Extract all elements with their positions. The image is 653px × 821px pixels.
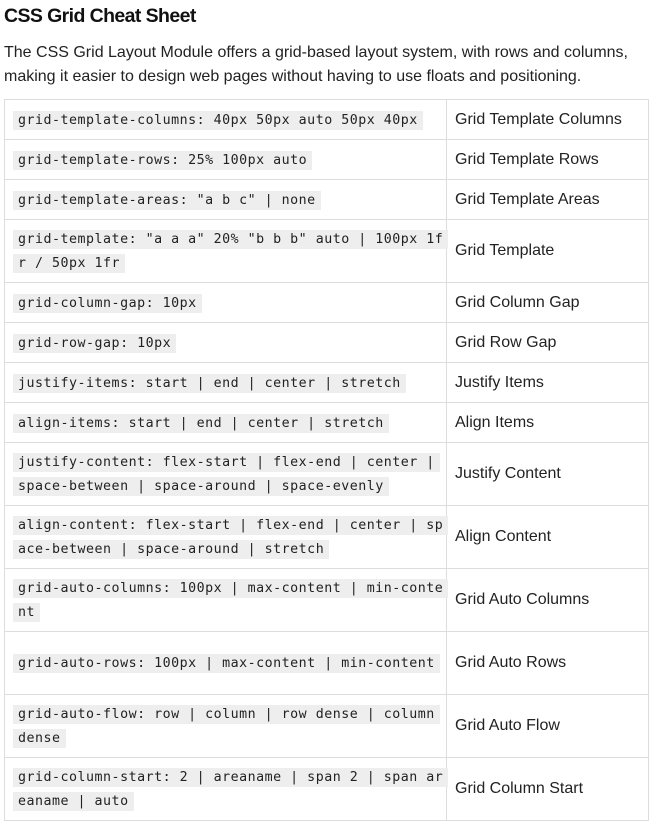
code-wrap	[13, 576, 446, 624]
property-code: grid-template-rows: 25% 100px auto	[13, 151, 312, 170]
property-label: Grid Auto Rows	[447, 632, 649, 695]
code-cell	[5, 443, 447, 506]
table-row	[5, 758, 649, 821]
code-wrap	[13, 411, 446, 435]
property-code: grid-template: "a a a" 20% "b b b" auto | 100px 1fr / 50px 1fr	[13, 230, 448, 273]
property-code: grid-auto-columns: 100px | max-content | min-content	[13, 579, 448, 622]
code-wrap	[13, 148, 446, 172]
code-cell	[5, 363, 447, 403]
code-cell	[5, 506, 447, 569]
property-code: grid-auto-rows: 100px | max-content | min-content	[13, 654, 440, 673]
property-code: grid-template-areas: "a b c" | none	[13, 191, 321, 210]
property-label: Justify Items	[447, 363, 649, 403]
property-label: Grid Column Gap	[447, 283, 649, 323]
code-cell	[5, 695, 447, 758]
property-label: Grid Auto Columns	[447, 569, 649, 632]
code-cell	[5, 569, 447, 632]
code-cell	[5, 220, 447, 283]
table-row	[5, 180, 649, 220]
properties-table	[4, 99, 649, 821]
code-wrap	[13, 371, 446, 395]
code-wrap	[13, 331, 446, 355]
intro-paragraph: The CSS Grid Layout Module offers a grid-based layout system, with rows and columns, making it easier to design web pages without having to use floats and positioning.	[4, 44, 628, 85]
property-label: Grid Template Columns	[447, 100, 649, 140]
property-code: grid-column-gap: 10px	[13, 294, 202, 313]
properties-table-body	[5, 100, 649, 821]
property-label: Grid Template Areas	[447, 180, 649, 220]
code-wrap	[13, 513, 446, 561]
table-row	[5, 569, 649, 632]
property-code: align-items: start | end | center | stretch	[13, 414, 389, 433]
code-cell	[5, 283, 447, 323]
table-row	[5, 695, 649, 758]
table-row	[5, 443, 649, 506]
table-row	[5, 220, 649, 283]
table-row	[5, 403, 649, 443]
property-code: grid-auto-flow: row | column | row dense | column dense	[13, 705, 440, 748]
property-label: Grid Row Gap	[447, 323, 649, 363]
code-wrap	[13, 108, 446, 132]
property-label: Grid Template	[447, 220, 649, 283]
property-code: grid-column-start: 2 | areaname | span 2 | span areaname | auto	[13, 768, 448, 811]
table-row	[5, 632, 649, 695]
code-cell	[5, 632, 447, 695]
property-code: grid-template-columns: 40px 50px auto 50px 40px	[13, 111, 423, 130]
property-label: Grid Template Rows	[447, 140, 649, 180]
code-wrap	[13, 450, 446, 498]
code-wrap	[13, 291, 446, 315]
table-row	[5, 323, 649, 363]
code-cell	[5, 323, 447, 363]
property-code: justify-items: start | end | center | stretch	[13, 374, 406, 393]
code-cell	[5, 758, 447, 821]
property-label: Align Items	[447, 403, 649, 443]
property-label: Align Content	[447, 506, 649, 569]
code-wrap	[13, 651, 446, 675]
property-label: Grid Auto Flow	[447, 695, 649, 758]
code-wrap	[13, 702, 446, 750]
code-wrap	[13, 765, 446, 813]
code-cell	[5, 100, 447, 140]
table-row	[5, 140, 649, 180]
code-cell	[5, 180, 447, 220]
code-wrap	[13, 188, 446, 212]
property-code: align-content: flex-start | flex-end | center | space-between | space-around | stretch	[13, 516, 448, 559]
code-cell	[5, 403, 447, 443]
page-title: CSS Grid Cheat Sheet	[4, 5, 196, 27]
property-label: Grid Column Start	[447, 758, 649, 821]
property-code: grid-row-gap: 10px	[13, 334, 176, 353]
code-wrap	[13, 227, 446, 275]
table-row	[5, 100, 649, 140]
table-row	[5, 506, 649, 569]
table-row	[5, 363, 649, 403]
property-label: Justify Content	[447, 443, 649, 506]
code-cell	[5, 140, 447, 180]
property-code: justify-content: flex-start | flex-end | center | space-between | space-around | space-evenly	[13, 453, 440, 496]
table-row	[5, 283, 649, 323]
